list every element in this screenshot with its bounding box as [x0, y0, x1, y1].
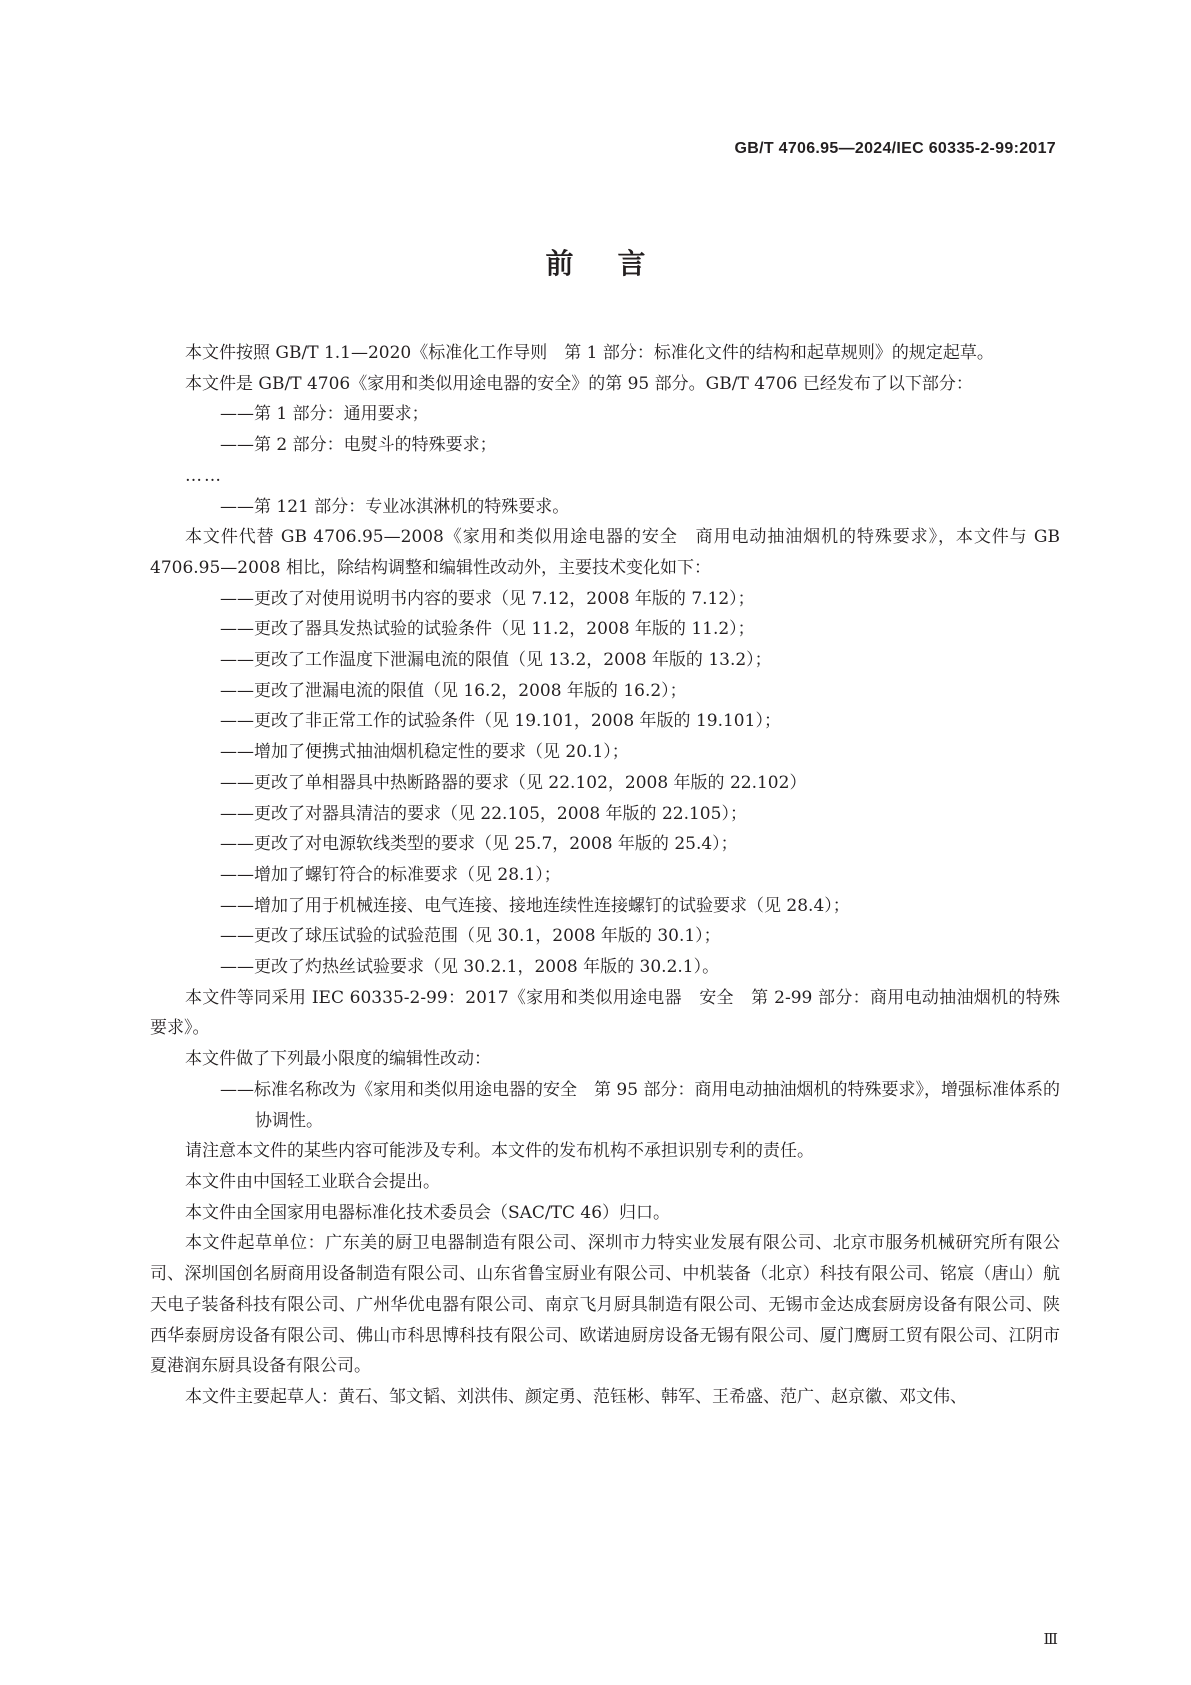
paragraph-iec-adoption: 本文件等同采用 IEC 60335-2-99：2017《家用和类似用途电器 安全 第 2-99 部分：商用电动抽油烟机的特殊要求》。: [150, 987, 1060, 1039]
list-item-part: ——第 1 部分：通用要求；: [220, 404, 429, 425]
list-item-part: ——第 121 部分：专业冰淇淋机的特殊要求。: [220, 496, 570, 517]
page-title: 前言: [545, 247, 690, 280]
list-item-change: ——更改了器具发热试验的试验条件（见 11.2，2008 年版的 11.2）；: [220, 619, 755, 640]
list-item-part: ——第 2 部分：电熨斗的特殊要求；: [220, 435, 497, 456]
paragraph-patent-notice: 请注意本文件的某些内容可能涉及专利。本文件的发布机构不承担识别专利的责任。: [185, 1141, 814, 1162]
paragraph-drafting-rules: 本文件按照 GB/T 1.1—2020《标准化工作导则 第 1 部分：标准化文件的结构和起草规则》的规定起草。: [185, 343, 994, 363]
ellipsis: ……: [185, 465, 223, 486]
paragraph-series-intro: 本文件是 GB/T 4706《家用和类似用途电器的安全》的第 95 部分。GB/T 4706 已经发布了以下部分：: [185, 373, 973, 394]
paragraph-drafting-units: 本文件起草单位：广东美的厨卫电器制造有限公司、深圳市力特实业发展有限公司、北京市服务机械研究所有限公司、深圳国创名厨商用设备制造有限公司、山东省鲁宝厨业有限公司、中机装备（北京）科技有限公司、铭宸（唐山）航天电子装备科技有限公司、广州华优电器有限公司、南京飞月厨具制造有限公司、无锡市金达成套厨房设备有限公司、陕西华泰厨房设备有限公司、佛山市科思博科技有限公司、欧诺迪厨房设备无锡有限公司、厦门鹰厨工贸有限公司、江阴市夏港润东厨具设备有限公司。: [150, 1233, 1060, 1377]
standard-code-header: GB/T 4706.95—2024/IEC 60335-2-99:2017: [734, 140, 1056, 157]
paragraph-editorial-changes: 本文件做了下列最小限度的编辑性改动：: [185, 1049, 491, 1070]
list-item-change: ——更改了对电源软线类型的要求（见 25.7，2008 年版的 25.4）；: [220, 834, 738, 855]
paragraph-proposer: 本文件由中国轻工业联合会提出。: [185, 1171, 440, 1192]
list-item-change: ——增加了便携式抽油烟机稳定性的要求（见 20.1）；: [220, 742, 629, 763]
paragraph-replaces: 本文件代替 GB 4706.95—2008《家用和类似用途电器的安全 商用电动抽油烟机的特殊要求》，本文件与 GB 4706.95—2008 相比，除结构调整和编辑性改动外，主要技术变化如下：: [150, 527, 1060, 578]
document-body: [150, 338, 1060, 1413]
list-item-change: ——增加了螺钉符合的标准要求（见 28.1）；: [220, 864, 561, 885]
list-item-change: ——更改了对使用说明书内容的要求（见 7.12，2008 年版的 7.12）；: [220, 588, 755, 609]
list-item-change: ——更改了对器具清洁的要求（见 22.105，2008 年版的 22.105）；: [220, 803, 747, 824]
list-item-change: ——更改了球压试验的试验范围（见 30.1，2008 年版的 30.1）；: [220, 926, 721, 947]
paragraph-committee: 本文件由全国家用电器标准化技术委员会（SAC/TC 46）归口。: [185, 1202, 671, 1223]
list-item-change: ——增加了用于机械连接、电气连接、接地连续性连接螺钉的试验要求（见 28.4）；: [220, 895, 850, 916]
paragraph-drafters: 本文件主要起草人：黄石、邹文韬、刘洪伟、颜定勇、范钰彬、韩军、王希盛、范广、赵京徽、邓文伟、: [185, 1386, 967, 1407]
list-item-change: ——更改了灼热丝试验要求（见 30.2.1，2008 年版的 30.2.1）。: [220, 957, 720, 978]
list-item-change: ——更改了非正常工作的试验条件（见 19.101，2008 年版的 19.101）；: [220, 711, 781, 732]
list-item-change: ——更改了泄漏电流的限值（见 16.2，2008 年版的 16.2）；: [220, 680, 687, 701]
list-item-change: ——更改了单相器具中热断路器的要求（见 22.102，2008 年版的 22.102）: [220, 772, 807, 793]
list-item-change: ——更改了工作温度下泄漏电流的限值（见 13.2，2008 年版的 13.2）；: [220, 650, 772, 671]
page-number: Ⅲ: [1043, 1630, 1058, 1648]
list-item-edit: ——标准名称改为《家用和类似用途电器的安全 第 95 部分：商用电动抽油烟机的特殊要求》，增强标准体系的协调性。: [220, 1079, 1060, 1131]
